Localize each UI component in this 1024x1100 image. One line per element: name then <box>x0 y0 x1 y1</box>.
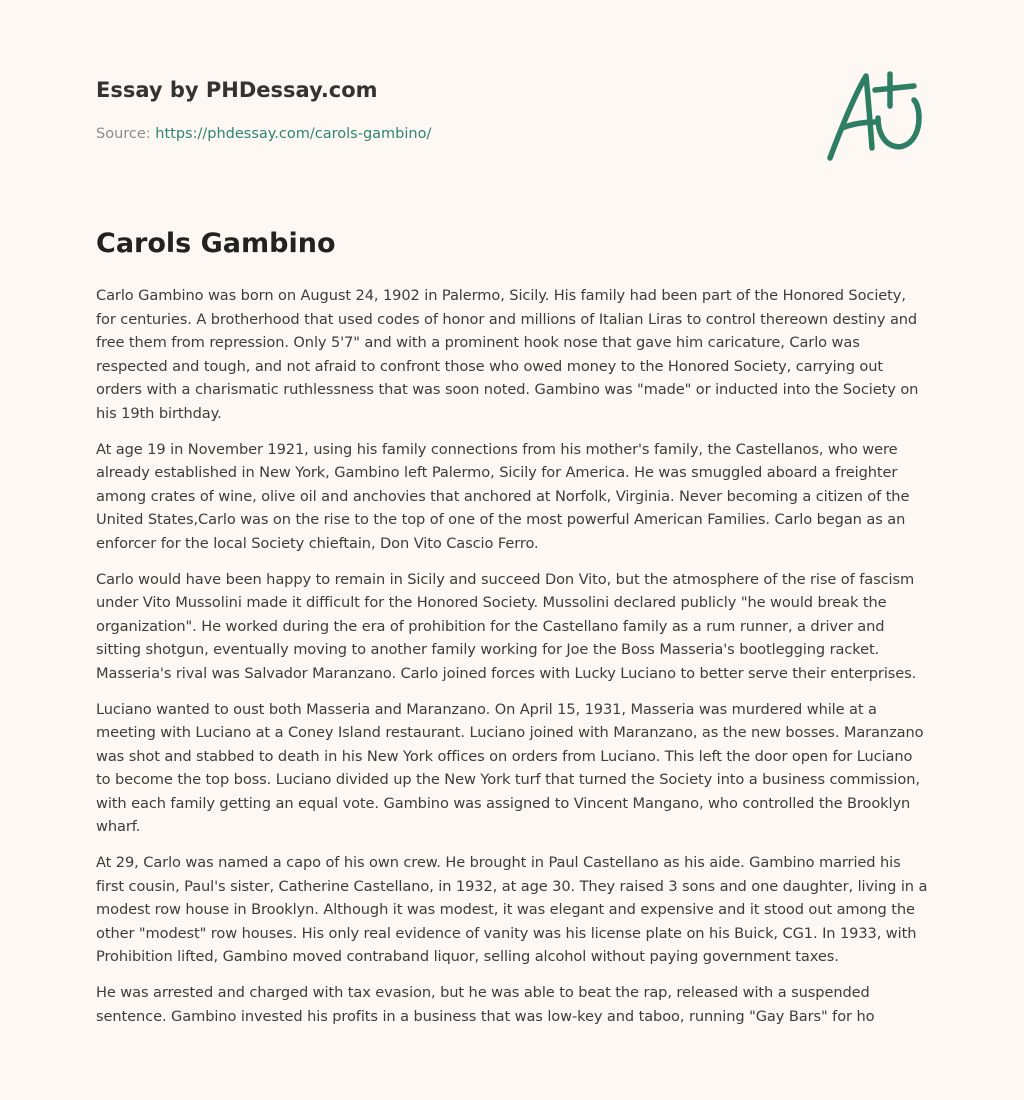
page-header <box>96 76 696 144</box>
essay-paragraph: Luciano wanted to oust both Masseria and Maranzano. On April 15, 1931, Masseria was murdered while at a meeting with Luciano at a Coney Island restaurant. Luciano joined with Maranzano, as the new bosses. Maranzano was shot and stabbed to death in his New York offices on orders from Luciano. This left the door open for Luciano to become the top boss. Luciano divided up the New York turf that turned the Society into a business commission, with each family getting an equal vote. Gambino was assigned to Vincent Mangano, who controlled the Brooklyn wharf. <box>96 700 924 836</box>
essay-paragraph: At 29, Carlo was named a capo of his own crew. He brought in Paul Castellano as his aide. Gambino married his first cousin, Paul's sister, Catherine Castellano, in 1932, at age 30. They raised 3 sons and one daughter, living in a modest row house in Brooklyn. Although it was modest, it was elegant and expensive and it stood out among the other "modest" row houses. His only real evidence of vanity was his license plate on his Buick, CG1. In 1933, with Prohibition lifted, Gambino moved contraband liquor, selling alcohol without paying government taxes. <box>96 854 928 966</box>
source-link[interactable]: https://phdessay.com/carols-gambino/ <box>155 126 432 142</box>
essay-paragraph: Carlo would have been happy to remain in Sicily and succeed Don Vito, but the atmosphere of the rise of fascism under Vito Mussolini made it difficult for the Honored Society. Mussolini declared publicly "he would break the organization". He worked during the era of prohibition for the Castellano family as a rum runner, a driver and sitting shotgun, eventually moving to another family working for Joe the Boss Masseria's bootlegging racket. Masseria's rival was Salvador Maranzano. Carlo joined forces with Lucky Luciano to better serve their enterprises. <box>96 570 917 682</box>
essay-paragraph: Carlo Gambino was born on August 24, 1902 in Palermo, Sicily. His family had been part of the Honored Society, for centuries. A brotherhood that used codes of honor and millions of Italian Liras to control thereown destiny and free them from repression. Only 5'7" and with a prominent hook nose that gave him caricature, Carlo was respected and tough, and not afraid to confront those who owed money to the Honored Society, carrying out orders with a charismatic ruthlessness that was soon noted. Gambino was "made" or inducted into the Society on his 19th birthday. <box>96 287 919 422</box>
essay-paragraph: At age 19 in November 1921, using his family connections from his mother's family, the Castellanos, who were already established in New York, Gambino left Palermo, Sicily for America. He was smuggled aboard a freighter among crates of wine, olive oil and anchovies that anchored at Norfolk, Virginia. Never becoming a citizen of the United States,Carlo was on the rise to the top of one of the most powerful American Families. Carlo began as an enforcer for the local Society chieftain, Don Vito Cascio Ferro. <box>96 440 910 552</box>
source-line <box>96 124 696 144</box>
source-label: Source: <box>96 126 156 142</box>
a-plus-logo-icon <box>820 66 930 166</box>
site-brand: Essay by PHDessay.com <box>96 78 378 102</box>
essay-body <box>96 284 928 1040</box>
essay-paragraph: He was arrested and charged with tax evasion, but he was able to beat the rap, released with a suspended sentence. Gambino invested his profits in a business that was low-key and taboo, running "Gay Bars" for ho <box>96 984 875 1025</box>
essay-title: Carols Gambino <box>96 228 336 259</box>
